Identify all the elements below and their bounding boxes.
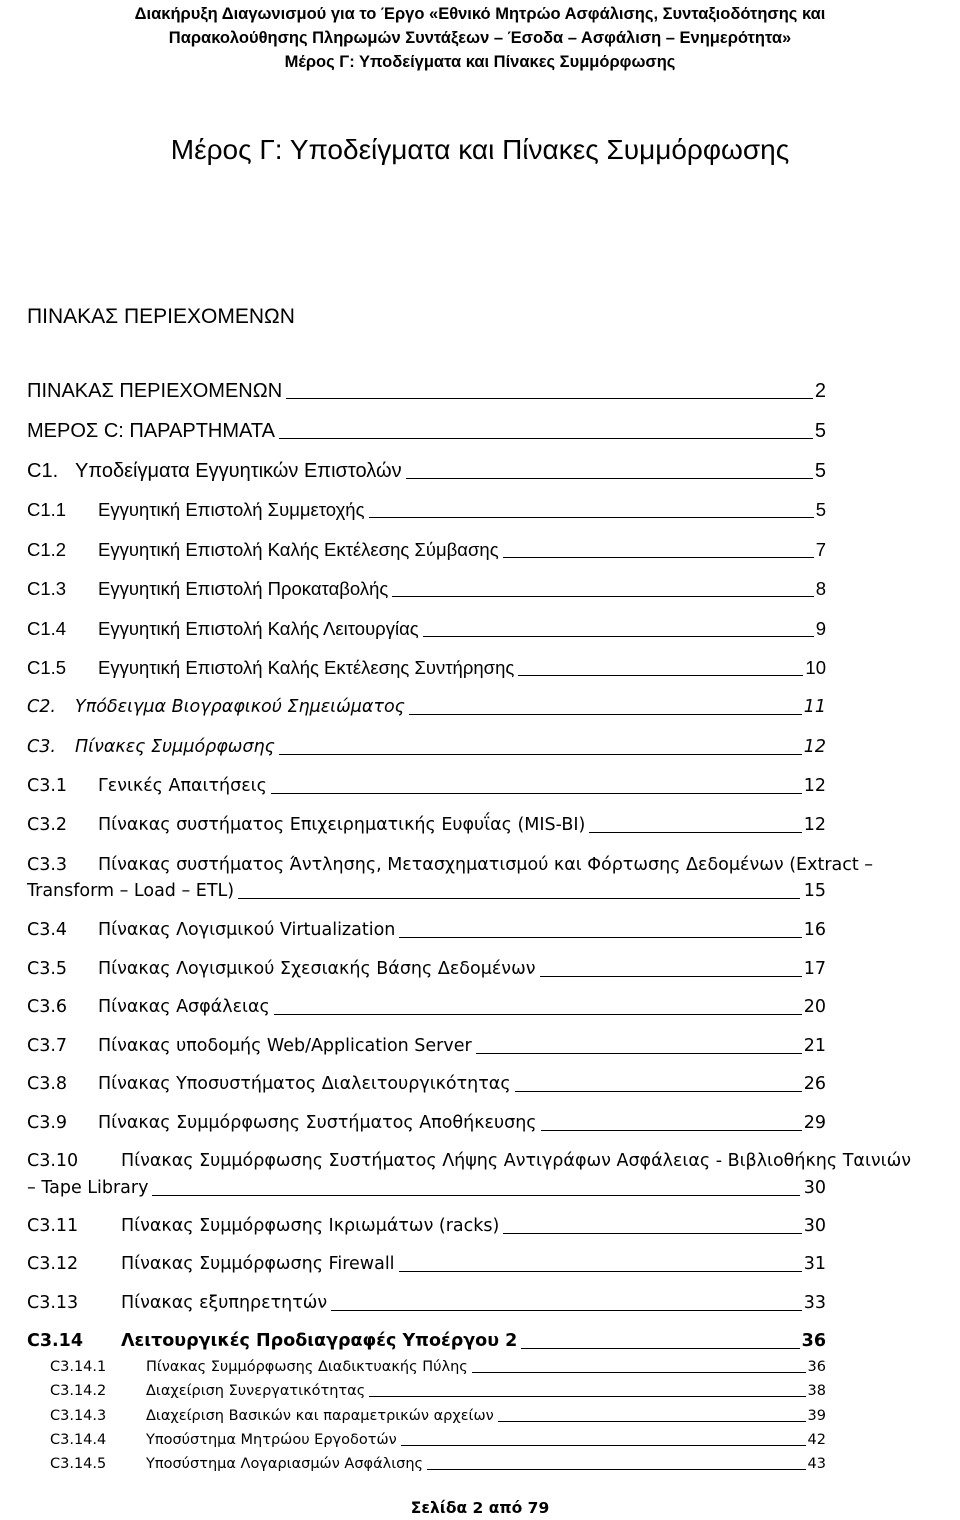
toc-leader-line <box>399 937 801 938</box>
toc-leader-line <box>238 898 800 899</box>
toc-entry-page: 12 <box>803 815 826 835</box>
toc-entry-number: C3.5 <box>27 959 68 979</box>
toc-entry-title: Πίνακας Συμμόρφωσης Διαδικτυακής Πύλης <box>146 1359 468 1375</box>
toc-entry[interactable] <box>27 378 826 404</box>
toc-entry-number: C1.2 <box>27 539 67 560</box>
toc-entry[interactable] <box>27 497 826 523</box>
toc-entry[interactable] <box>27 1290 826 1316</box>
toc-entry-page: 12 <box>803 737 826 757</box>
toc-entry[interactable] <box>27 1110 826 1136</box>
toc-entry-number: C3.14.5 <box>50 1456 107 1472</box>
toc-entry-number: C3.3 <box>27 855 68 875</box>
toc-entry-title: Υποσύστημα Λογαριασμών Ασφάλισης <box>146 1456 424 1472</box>
toc-leader-line <box>476 1053 802 1054</box>
toc-entry-number: C3.14 <box>27 1331 84 1351</box>
toc-entry-number: C3.11 <box>27 1216 79 1236</box>
document-title: Μέρος Γ: Υποδείγματα και Πίνακες Συμμόρφωσης <box>170 134 790 165</box>
toc-entry-number: C1.5 <box>27 657 67 678</box>
toc-entry-continuation[interactable] <box>27 1175 826 1201</box>
toc-entry-number: C3.14.3 <box>50 1408 107 1424</box>
toc-entry-continuation[interactable] <box>27 878 826 904</box>
toc-entry-number: C3.10 <box>27 1151 79 1171</box>
toc-entry[interactable] <box>27 734 826 760</box>
toc-entry-page: 7 <box>815 539 826 560</box>
toc-leader-line <box>406 478 813 479</box>
toc-entry-title: Πίνακας Συμμόρφωσης Ικριωμάτων (racks) <box>121 1216 500 1236</box>
toc-entry-page: 26 <box>803 1074 826 1094</box>
toc-entry-page: 5 <box>814 420 826 442</box>
toc-entry-page: 20 <box>803 997 826 1017</box>
toc-entry[interactable] <box>27 994 826 1020</box>
toc-entry-page: 12 <box>803 776 826 796</box>
toc-leader-line <box>401 1445 806 1446</box>
toc-leader-line <box>518 675 803 676</box>
toc-entry-number: C3.8 <box>27 1074 68 1094</box>
toc-entry-number: C1.3 <box>27 578 67 599</box>
toc-entry[interactable] <box>27 1033 826 1059</box>
toc-entry[interactable] <box>27 537 826 563</box>
header-line-1: Διακήρυξη Διαγωνισμού για το Έργο «Εθνικό Μητρώο Ασφάλισης, Συνταξιοδότησης και <box>134 5 826 23</box>
toc-entry[interactable] <box>27 812 826 838</box>
toc-entry-page: 39 <box>807 1408 826 1424</box>
toc-leader-line <box>515 1091 802 1092</box>
toc-heading: ΠΙΝΑΚΑΣ ΠΕΡΙΕΧΟΜΕΝΩΝ <box>27 305 295 328</box>
toc-leader-line <box>279 754 802 755</box>
toc-entry-number: C3.6 <box>27 997 68 1017</box>
running-header <box>0 2 960 74</box>
toc-leader-line <box>392 596 813 597</box>
toc-entry-page: 31 <box>803 1254 826 1274</box>
toc-entry-title: Πίνακας υποδομής Web/Application Server <box>98 1036 472 1056</box>
toc-entry-page: 30 <box>803 1178 826 1198</box>
header-line-2: Παρακολούθησης Πληρωμών Συντάξεων – Έσοδα – Ασφάλιση – Ενημερότητα» <box>168 29 792 47</box>
toc-entry-number: C3.14.4 <box>50 1432 107 1448</box>
toc-entry-title: Πίνακας εξυπηρετητών <box>121 1293 328 1313</box>
toc-entry-title: Εγγυητική Επιστολή Καλής Εκτέλεσης Συντήρησης <box>98 657 515 678</box>
toc-entry[interactable] <box>27 852 873 878</box>
toc-entry-title: Διαχείριση Συνεργατικότητας <box>146 1383 366 1399</box>
toc-entry-page: 17 <box>803 959 826 979</box>
toc-entry-title: Πίνακας συστήματος Επιχειρηματικής Ευφυΐας (MIS-BI) <box>98 815 586 835</box>
toc-entry-title: Πίνακας Λογισμικού Virtualization <box>98 920 396 940</box>
toc-entry-title-continued: – Tape Library <box>27 1178 149 1198</box>
toc-entry[interactable] <box>27 773 826 799</box>
toc-entry-number: C1. <box>27 460 59 482</box>
toc-entry-title: Πίνακας συστήματος Άντλησης, Μετασχηματισμού και Φόρτωσης Δεδομένων (Extract – <box>98 855 874 875</box>
toc-entry[interactable] <box>27 458 826 484</box>
page-footer: Σελίδα 2 από 79 <box>410 1499 550 1517</box>
toc-entry-number: C3.4 <box>27 920 68 940</box>
toc-entry[interactable] <box>27 1251 826 1277</box>
toc-leader-line <box>521 1348 799 1349</box>
toc-entry[interactable] <box>27 1071 826 1097</box>
toc-leader-line <box>503 1233 801 1234</box>
toc-leader-line <box>152 1195 799 1196</box>
toc-entry-title: Πίνακας Συμμόρφωσης Firewall <box>121 1254 395 1274</box>
toc-entry-title: Λειτουργικές Προδιαγραφές Υποέργου 2 <box>121 1331 518 1351</box>
toc-entry-page: 9 <box>815 618 826 639</box>
toc-entry-page: 29 <box>803 1113 826 1133</box>
toc-entry-number: C3. <box>27 737 56 757</box>
toc-entry-title: Διαχείριση Βασικών και παραμετρικών αρχείων <box>146 1408 494 1424</box>
toc-entry-title: Πίνακας Συμμόρφωσης Συστήματος Λήψης Αντιγράφων Ασφάλειας - Βιβλιοθήκης Ταινιών <box>121 1151 911 1171</box>
toc-entry-title: Εγγυητική Επιστολή Καλής Εκτέλεσης Σύμβασης <box>98 539 499 560</box>
toc-leader-line <box>399 1271 802 1272</box>
toc-leader-line <box>271 793 802 794</box>
toc-entry[interactable] <box>50 1356 826 1378</box>
toc-entry-page: 30 <box>803 1216 826 1236</box>
toc-entry-number: C3.2 <box>27 815 68 835</box>
toc-leader-line <box>286 398 813 399</box>
toc-entry[interactable] <box>27 917 826 943</box>
toc-leader-line <box>503 557 814 558</box>
toc-leader-line <box>427 1469 806 1470</box>
toc-entry-page: 42 <box>807 1432 826 1448</box>
toc-entry-title: Πίνακας Συμμόρφωσης Συστήματος Αποθήκευσης <box>98 1113 537 1133</box>
toc-entry-title-continued: Transform – Load – ETL) <box>27 881 235 901</box>
toc-entry-title: Υποσύστημα Μητρώου Εργοδοτών <box>146 1432 397 1448</box>
toc-entry-title: Εγγυητική Επιστολή Προκαταβολής <box>98 578 389 599</box>
toc-entry-number: C3.13 <box>27 1293 79 1313</box>
toc-leader-line <box>498 1421 806 1422</box>
toc-leader-line <box>369 517 814 518</box>
toc-entry-title: Εγγυητική Επιστολή Συμμετοχής <box>98 499 365 520</box>
toc-entry-page: 33 <box>803 1293 826 1313</box>
toc-entry[interactable] <box>27 694 826 720</box>
toc-entry[interactable] <box>27 1328 826 1354</box>
toc-entry-page: 11 <box>803 697 826 717</box>
toc-entry-title: Υπόδειγμα Βιογραφικού Σημειώματος <box>75 697 405 717</box>
toc-entry-number: C3.12 <box>27 1254 79 1274</box>
toc-entry-page: 21 <box>803 1036 826 1056</box>
toc-entry-title: ΜΕΡΟΣ C: ΠΑΡΑΡΤΗΜΑΤΑ <box>27 420 275 442</box>
toc-entry[interactable] <box>27 956 826 982</box>
toc-leader-line <box>472 1372 806 1373</box>
toc-entry-title: Πίνακας Ασφάλειας <box>98 997 270 1017</box>
toc-entry[interactable] <box>27 418 826 444</box>
toc-entry-title: Πίνακες Συμμόρφωσης <box>75 737 275 757</box>
toc-entry-page: 38 <box>807 1383 826 1399</box>
toc-entry[interactable] <box>27 1148 911 1174</box>
toc-entry-page: 36 <box>807 1359 826 1375</box>
toc-leader-line <box>274 1014 802 1015</box>
toc-entry-number: C3.1 <box>27 776 68 796</box>
toc-entry-page: 2 <box>814 380 826 402</box>
toc-entry-number: C3.14.2 <box>50 1383 107 1399</box>
toc-entry[interactable] <box>50 1405 826 1427</box>
toc-entry[interactable] <box>27 655 826 681</box>
toc-entry[interactable] <box>27 1213 826 1239</box>
toc-entry[interactable] <box>50 1380 826 1402</box>
toc-entry-title: Πίνακας Υποσυστήματος Διαλειτουργικότητας <box>98 1074 511 1094</box>
toc-entry-page: 43 <box>807 1456 826 1472</box>
toc-entry[interactable] <box>50 1453 826 1475</box>
toc-leader-line <box>589 832 801 833</box>
header-line-3: Μέρος Γ: Υποδείγματα και Πίνακες Συμμόρφωσης <box>284 53 676 71</box>
toc-leader-line <box>409 714 802 715</box>
toc-entry-number: C3.7 <box>27 1036 68 1056</box>
toc-entry-page: 5 <box>814 460 826 482</box>
toc-entry-number: C2. <box>27 697 56 717</box>
toc-leader-line <box>541 1130 802 1131</box>
toc-entry-title: Γενικές Απαιτήσεις <box>98 776 267 796</box>
toc-entry[interactable] <box>50 1429 826 1451</box>
toc-entry-title: Εγγυητική Επιστολή Καλής Λειτουργίας <box>98 618 419 639</box>
toc-entry-title: ΠΙΝΑΚΑΣ ΠΕΡΙΕΧΟΜΕΝΩΝ <box>27 380 283 402</box>
toc-entry[interactable] <box>27 616 826 642</box>
toc-entry-number: C1.1 <box>27 499 67 520</box>
toc-entry-page: 8 <box>815 578 826 599</box>
toc-entry-number: C3.9 <box>27 1113 68 1133</box>
toc-leader-line <box>369 1396 805 1397</box>
toc-leader-line <box>423 636 814 637</box>
toc-entry-page: 16 <box>803 920 826 940</box>
toc-leader-line <box>540 976 802 977</box>
toc-leader-line <box>279 438 813 439</box>
toc-entry-page: 5 <box>815 499 826 520</box>
toc-entry-page: 10 <box>805 657 826 678</box>
toc-entry-page: 15 <box>803 881 826 901</box>
toc-entry-number: C3.14.1 <box>50 1359 107 1375</box>
toc-entry-title: Πίνακας Λογισμικού Σχεσιακής Βάσης Δεδομένων <box>98 959 536 979</box>
toc-entry-title: Υποδείγματα Εγγυητικών Επιστολών <box>75 460 402 482</box>
toc-leader-line <box>331 1310 802 1311</box>
toc-entry[interactable] <box>27 576 826 602</box>
toc-entry-number: C1.4 <box>27 618 67 639</box>
toc-entry-page: 36 <box>801 1331 826 1351</box>
